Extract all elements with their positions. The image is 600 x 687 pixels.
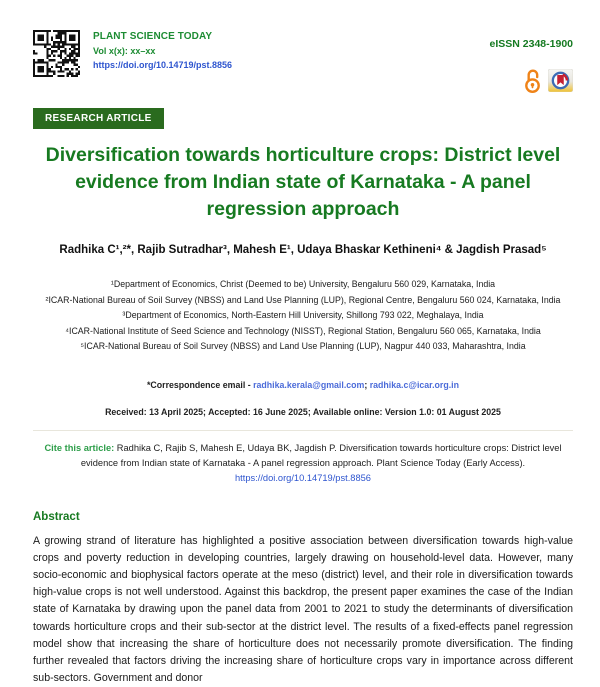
- article-title: Diversification towards horticulture crops: District level evidence from Indian state of Karnataka - A panel regression approach: [33, 142, 573, 223]
- abstract-heading: Abstract: [33, 511, 573, 523]
- affiliation-5: ⁵ICAR-National Bureau of Soil Survey (NBSS) and Land Use Planning (LUP), Nagpur 440 033, Maharashtra, India: [33, 339, 573, 355]
- email-link-1[interactable]: radhika.kerala@gmail.com: [253, 380, 364, 390]
- authors-line: Radhika C¹,²*, Rajib Sutradhar³, Mahesh E¹, Udaya Bhaskar Kethineni⁴ & Jagdish Prasad⁵: [33, 244, 573, 256]
- journal-meta: [93, 30, 232, 77]
- doi-link[interactable]: https://doi.org/10.14719/pst.8856: [93, 60, 232, 70]
- section-divider: [33, 430, 573, 431]
- affiliation-4: ⁴ICAR-National Institute of Seed Science and Technology (NISST), Regional Station, Bengaluru 560 065, Karnataka, India: [33, 324, 573, 340]
- journal-branding: [33, 30, 232, 77]
- volume-info: Vol x(x): xx–xx: [93, 46, 232, 56]
- cite-block: [33, 441, 573, 486]
- cite-doi-link[interactable]: https://doi.org/10.14719/pst.8856: [235, 473, 371, 483]
- correspondence-separator: ;: [364, 380, 369, 390]
- qr-code: [33, 30, 80, 77]
- affiliations-block: [33, 277, 573, 355]
- abstract-text: A growing strand of literature has highlighted a positive association between diversification towards high-value crops and poverty reduction in developing countries, largely drawing on household-level data. However, many socio-economic and biophysical factors operate at the meso (district) level, and their role in diversification towards high-value crops is not well understood. Against this backdrop, the present paper examines the case of the Indian state of Karnataka by drawing upon the panel data from 2001 to 2021 to study the determinants of diversification towards horticulture crops and their sub-sector at the district level. The results of a fixed-effects panel regression model show that increasing the share of horticulture does not necessarily promote diversification. The finding further revealed that factors driving the increasing share of horticulture crops vary in importance across different sub-sectors. Government and donor: [33, 533, 573, 687]
- journal-header-right: [490, 30, 573, 94]
- research-article-badge: RESEARCH ARTICLE: [33, 108, 164, 129]
- eissn-label: eISSN 2348-1900: [490, 38, 573, 50]
- affiliation-2: ²ICAR-National Bureau of Soil Survey (NBSS) and Land Use Planning (LUP), Regional Centre, Bengaluru 560 024, Karnataka, India: [33, 293, 573, 309]
- header-icons: [490, 67, 573, 94]
- crossmark-icon[interactable]: [548, 69, 573, 92]
- cite-label: Cite this article:: [44, 443, 116, 453]
- journal-header: [33, 30, 573, 94]
- dates-line: Received: 13 April 2025; Accepted: 16 June 2025; Available online: Version 1.0: 01 August 2025: [33, 407, 573, 417]
- email-link-2[interactable]: radhika.c@icar.org.in: [370, 380, 459, 390]
- correspondence-line: [33, 380, 573, 390]
- open-access-icon[interactable]: [524, 67, 541, 94]
- affiliation-1: ¹Department of Economics, Christ (Deemed to be) University, Bengaluru 560 029, Karnataka, India: [33, 277, 573, 293]
- cite-text: Radhika C, Rajib S, Mahesh E, Udaya BK, Jagdish P. Diversification towards horticulture crops: District level evidence from Indian state of Karnataka - A panel regression approach. Plant Science Today (Early Access).: [81, 443, 562, 468]
- journal-name: PLANT SCIENCE TODAY: [93, 31, 232, 42]
- correspondence-prefix: *Correspondence email -: [147, 380, 253, 390]
- affiliation-3: ³Department of Economics, North-Eastern Hill University, Shillong 793 022, Meghalaya, India: [33, 308, 573, 324]
